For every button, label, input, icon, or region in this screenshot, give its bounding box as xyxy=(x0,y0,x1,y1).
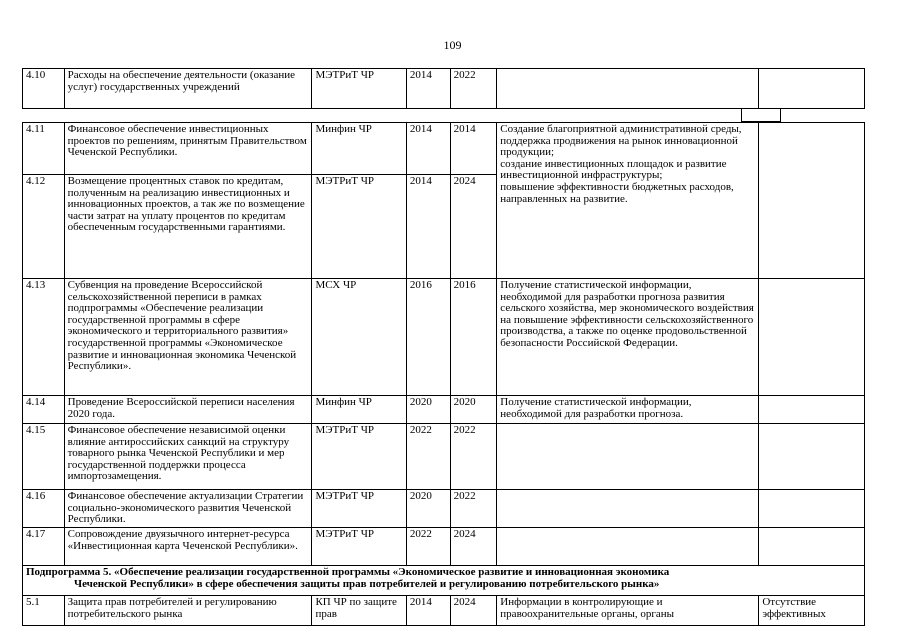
row-number: 4.11 xyxy=(23,123,65,175)
table-row xyxy=(23,69,865,109)
table-row xyxy=(23,424,865,490)
row-number: 4.14 xyxy=(23,396,65,424)
row-extra xyxy=(759,528,865,566)
row-number: 4.17 xyxy=(23,528,65,566)
row-name: Защита прав потребителей и регулированию потребительского рынка xyxy=(64,596,312,626)
subprogram-title-line2: Чеченской Республики» в сфере обеспечения защиты прав потребителей и регулированию потребительского рынка» xyxy=(74,577,660,590)
row-extra: Отсутствие эффективных xyxy=(759,596,865,626)
row-executor: Минфин ЧР xyxy=(312,123,406,175)
row-result: Информации в контролирующие и правоохранительные органы, органы xyxy=(497,596,759,626)
table-row xyxy=(23,596,865,626)
row-extra xyxy=(759,69,865,109)
row-executor: МСХ ЧР xyxy=(312,279,406,396)
row-name: Возмещение процентных ставок по кредитам, полученным на реализацию инвестиционных и инновационных проектов, а так же по возмещение части затрат на уплату процентов по кредитам обеспеченным государственными гарантиями. xyxy=(64,175,312,279)
row-result: Получение статистической информации, необходимой для разработки прогноза. xyxy=(497,396,759,424)
row-number: 5.1 xyxy=(23,596,65,626)
row-executor: МЭТРиТ ЧР xyxy=(312,528,406,566)
row-end: 2024 xyxy=(450,596,497,626)
row-number: 4.16 xyxy=(23,490,65,528)
row-end: 2024 xyxy=(450,528,497,566)
row-end: 2020 xyxy=(450,396,497,424)
table-top xyxy=(22,68,865,109)
row-end: 2016 xyxy=(450,279,497,396)
table-row xyxy=(23,279,865,396)
row-number: 4.10 xyxy=(23,69,65,109)
row-result xyxy=(497,490,759,528)
row-start: 2014 xyxy=(406,596,450,626)
row-start: 2014 xyxy=(406,175,450,279)
row-extra xyxy=(759,279,865,396)
row-name: Финансовое обеспечение инвестиционных проектов по решениям, принятым Правительством Чеченской Республики. xyxy=(64,123,312,175)
row-start: 2014 xyxy=(406,123,450,175)
subprogram-title-line1: Подпрограмма 5. «Обеспечение реализации государственной программы «Экономическое развитие и инновационная экономика xyxy=(26,566,670,578)
row-extra xyxy=(759,396,865,424)
table-row xyxy=(23,528,865,566)
row-start: 2022 xyxy=(406,528,450,566)
row-executor: МЭТРиТ ЧР xyxy=(312,69,406,109)
row-start: 2022 xyxy=(406,424,450,490)
row-result xyxy=(497,424,759,490)
small-box xyxy=(741,108,781,122)
row-end: 2022 xyxy=(450,424,497,490)
row-name: Расходы на обеспечение деятельности (оказание услуг) государственных учреждений xyxy=(64,69,312,109)
row-start: 2014 xyxy=(406,69,450,109)
row-number: 4.12 xyxy=(23,175,65,279)
row-executor: МЭТРиТ ЧР xyxy=(312,175,406,279)
row-name: Субвенция на проведение Всероссийской сельскохозяйственной переписи в рамках подпрограммы «Обеспечение реализации государственной программы в сфере экономического и территориального развития» государственной программы «Экономическое развитие и инновационная экономика Чеченской Республики». xyxy=(64,279,312,396)
row-result-merged: Создание благоприятной административной среды, поддержка продвижения на рынок инновационной продукции; создание инвестиционных площадок и развитие инвестиционной инфраструктуры; повышение эффективности бюджетных расходов, направленных на развитие. xyxy=(497,123,759,279)
row-executor: МЭТРиТ ЧР xyxy=(312,490,406,528)
row-end: 2022 xyxy=(450,69,497,109)
row-number: 4.15 xyxy=(23,424,65,490)
row-name: Сопровождение двуязычного интернет-ресурса «Инвестиционная карта Чеченской Республики». xyxy=(64,528,312,566)
row-extra xyxy=(759,490,865,528)
row-name: Финансовое обеспечение актуализации Стратегии социально-экономического развития Чеченской Республики. xyxy=(64,490,312,528)
row-executor: КП ЧР по защите прав xyxy=(312,596,406,626)
row-result xyxy=(497,528,759,566)
table-row xyxy=(23,490,865,528)
row-name: Проведение Всероссийской переписи населения 2020 года. xyxy=(64,396,312,424)
row-extra xyxy=(759,123,865,279)
row-start: 2016 xyxy=(406,279,450,396)
page-number: 109 xyxy=(443,38,462,52)
row-start: 2020 xyxy=(406,490,450,528)
row-result xyxy=(497,69,759,109)
subprogram-header-row xyxy=(23,566,865,596)
row-end: 2024 xyxy=(450,175,497,279)
row-executor: Минфин ЧР xyxy=(312,396,406,424)
table-main xyxy=(22,122,865,626)
row-name: Финансовое обеспечение независимой оценки влияние антироссийских санкций на структуру товарного рынка Чеченской Республики и мер государственной поддержки процесса импортозамещения. xyxy=(64,424,312,490)
row-number: 4.13 xyxy=(23,279,65,396)
row-result: Получение статистической информации, необходимой для разработки прогноза развития сельского хозяйства, мер экономического воздействия на повышение эффективности сельскохозяйственного производства, а также по оценке продовольственной безопасности Российской Федерации. xyxy=(497,279,759,396)
table-row xyxy=(23,396,865,424)
row-start: 2020 xyxy=(406,396,450,424)
row-end: 2022 xyxy=(450,490,497,528)
row-extra xyxy=(759,424,865,490)
table-row xyxy=(23,123,865,175)
row-end: 2014 xyxy=(450,123,497,175)
row-executor: МЭТРиТ ЧР xyxy=(312,424,406,490)
